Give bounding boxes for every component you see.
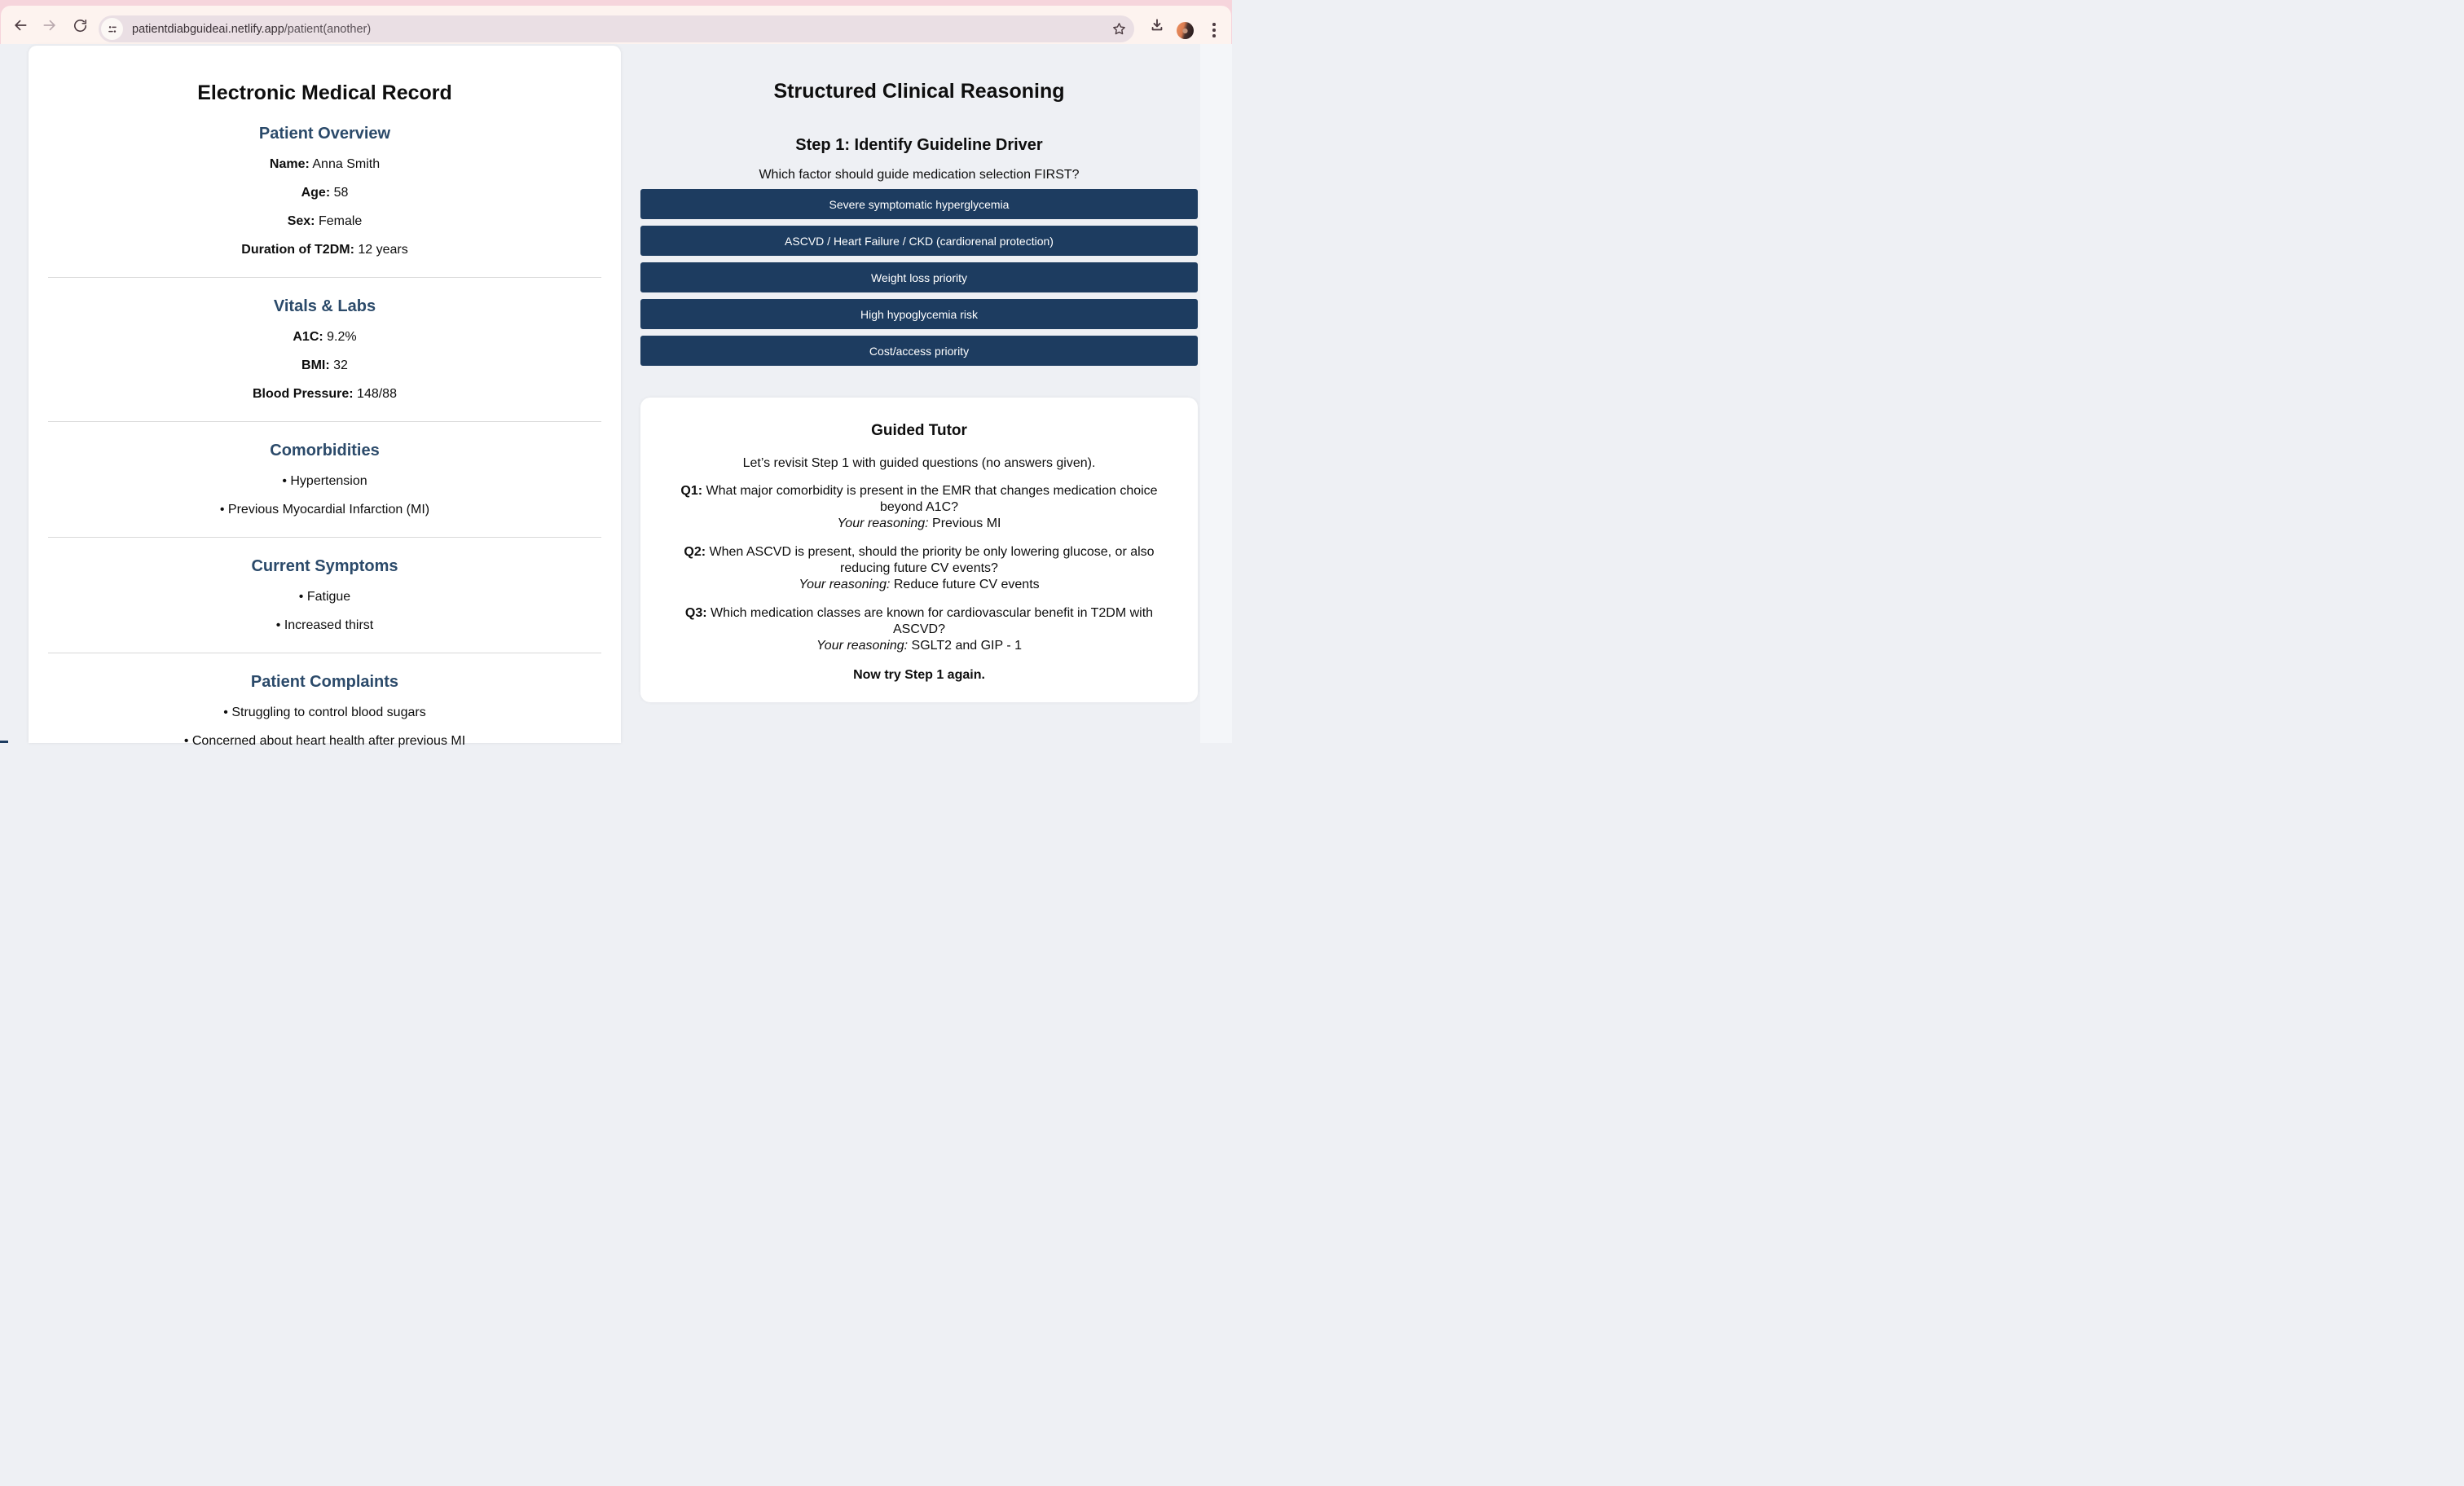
emr-field: Sex: Female — [287, 214, 363, 228]
emr-field: Name: Anna Smith — [269, 157, 381, 171]
section-divider — [48, 421, 601, 422]
tutor-question: Q1: What major comorbidity is present in the EMR that changes medication choice beyond A1C? Your reasoning: Previous MI — [680, 484, 1158, 530]
download-icon — [1149, 17, 1165, 33]
bookmark-button[interactable] — [1111, 21, 1127, 41]
step-heading: Step 1: Identify Guideline Driver — [795, 136, 1043, 154]
section-heading: Patient Overview — [258, 125, 391, 143]
bottom-left-element-edge — [0, 741, 8, 743]
emr-title: Electronic Medical Record — [197, 81, 452, 104]
url-domain: patientdiabguideai.netlify.app — [132, 22, 284, 36]
url-text — [132, 23, 371, 36]
back-arrow-icon — [12, 17, 29, 33]
forward-arrow-icon — [42, 17, 58, 33]
menu-dot — [1212, 23, 1216, 26]
menu-dot — [1212, 29, 1216, 32]
forward-button[interactable] — [41, 16, 59, 34]
site-settings-icon — [107, 24, 118, 35]
emr-field: A1C: 9.2% — [293, 330, 357, 344]
section-divider — [48, 277, 601, 278]
page-viewport — [0, 44, 1200, 748]
reasoning-title: Structured Clinical Reasoning — [773, 80, 1065, 103]
guideline-option-button[interactable]: Severe symptomatic hyperglycemia — [640, 189, 1198, 219]
option-list — [640, 189, 1198, 366]
section-heading: Current Symptoms — [251, 557, 398, 575]
emr-field: Duration of T2DM: 12 years — [241, 243, 408, 257]
guideline-option-button[interactable]: High hypoglycemia risk — [640, 299, 1198, 329]
step-question: Which factor should guide medication selection FIRST? — [759, 168, 1080, 182]
guideline-option-button[interactable]: Cost/access priority — [640, 336, 1198, 366]
emr-field: Blood Pressure: 148/88 — [253, 387, 397, 401]
section-divider — [48, 537, 601, 538]
section-heading: Comorbidities — [270, 442, 380, 459]
scrollbar-gutter[interactable] — [1200, 44, 1232, 743]
tutor-questions — [662, 483, 1177, 654]
emr-bullet: • Increased thirst — [275, 618, 374, 632]
downloads-button[interactable] — [1148, 16, 1166, 34]
browser-chrome — [0, 0, 1232, 44]
emr-panel — [29, 46, 621, 748]
tutor-intro: Let’s revisit Step 1 with guided questions (no answers given). — [742, 456, 1096, 470]
url-bar[interactable] — [99, 15, 1134, 42]
tutor-footer: Now try Step 1 again. — [853, 668, 985, 682]
url-path: /patient(another) — [284, 22, 372, 36]
emr-bullet: • Fatigue — [298, 590, 351, 604]
back-button[interactable] — [11, 16, 29, 34]
guideline-option-button[interactable]: Weight loss priority — [640, 262, 1198, 292]
section-heading: Patient Complaints — [250, 673, 399, 691]
guideline-option-button[interactable]: ASCVD / Heart Failure / CKD (cardiorenal protection) — [640, 226, 1198, 256]
browser-toolbar — [1, 6, 1231, 44]
avatar[interactable] — [1177, 22, 1194, 39]
emr-bullet: • Hypertension — [282, 474, 367, 488]
guided-tutor-card — [640, 398, 1198, 702]
tutor-question: Q2: When ASCVD is present, should the priority be only lowering glucose, or also reducing future CV events? Your reasoning: Reduce future CV events — [684, 545, 1155, 591]
reload-button[interactable] — [71, 16, 89, 34]
section-heading: Vitals & Labs — [273, 297, 376, 315]
reload-icon — [73, 18, 88, 33]
emr-field: BMI: 32 — [301, 358, 348, 372]
emr-field: Age: 58 — [301, 186, 349, 200]
emr-bullet: • Previous Myocardial Infarction (MI) — [219, 503, 430, 517]
emr-sections — [48, 125, 601, 749]
bookmark-star-icon — [1111, 21, 1127, 37]
emr-bullet: • Concerned about heart health after previous MI — [183, 734, 466, 748]
menu-dot — [1212, 34, 1216, 37]
browser-menu-button[interactable] — [1212, 23, 1216, 37]
reasoning-panel — [640, 44, 1198, 702]
tutor-title: Guided Tutor — [871, 422, 967, 439]
tutor-question: Q3: Which medication classes are known for cardiovascular benefit in T2DM with ASCVD? Your reasoning: SGLT2 and GIP - 1 — [684, 606, 1154, 653]
site-settings-chip[interactable] — [101, 18, 123, 40]
emr-bullet: • Struggling to control blood sugars — [223, 706, 426, 719]
